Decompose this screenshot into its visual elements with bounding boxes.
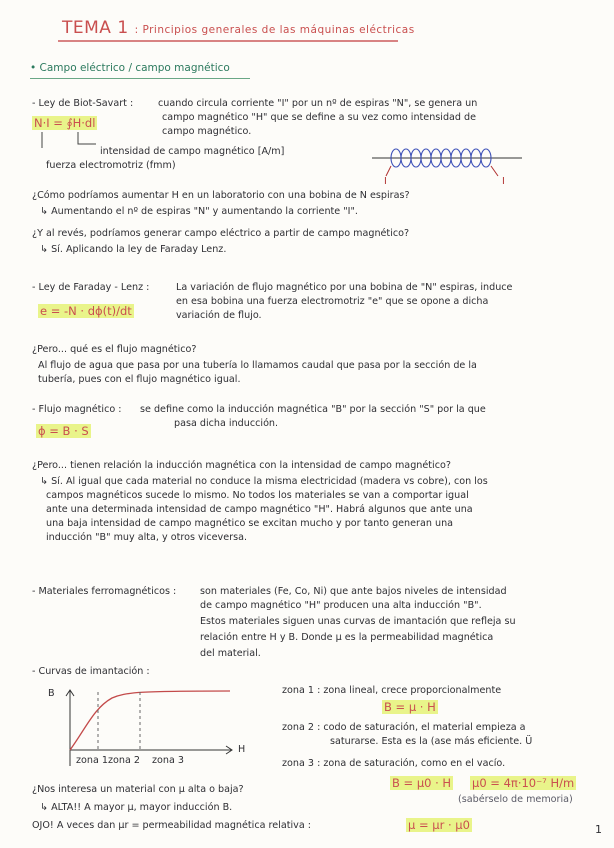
question-1: ¿Cómo podríamos aumentar H en un laboratorio con una bobina de N espiras? bbox=[32, 190, 410, 201]
zona-1-label: zona 1 bbox=[76, 755, 109, 766]
ferro-label: - Materiales ferromagnéticos : bbox=[32, 586, 177, 597]
coil-current-right: I bbox=[502, 176, 505, 187]
ferro-line-2: de campo magnético "H" producen una alta inducción "B". bbox=[200, 600, 482, 611]
coil-diagram bbox=[372, 146, 522, 186]
zona-3-note: (sabérselo de memoria) bbox=[458, 794, 573, 805]
question-3: ¿Pero... qué es el flujo magnético? bbox=[32, 344, 197, 355]
biot-note-2: fuerza electromotriz (fmm) bbox=[46, 160, 176, 171]
ferro-line-1: son materiales (Fe, Co, Ni) que ante bajos niveles de intensidad bbox=[200, 586, 507, 597]
paragraph-3a: Al flujo de agua que pasa por una tubería lo llamamos caudal que pasa por la sección de la bbox=[38, 360, 477, 371]
biot-text-1: cuando circula corriente "I" por un nº de espiras "N", se genera un bbox=[158, 98, 478, 109]
page-title bbox=[62, 18, 415, 38]
ferro-line-3: Estos materiales siguen unas curvas de imantación que refleja su bbox=[200, 616, 516, 627]
section-text: Campo eléctrico / campo magnético bbox=[39, 62, 230, 74]
faraday-text-1: La variación de flujo magnético por una bobina de "N" espiras, induce bbox=[176, 282, 513, 293]
biot-label: - Ley de Biot-Savart : bbox=[32, 98, 134, 109]
zona-3-formula-1-text: B = μ0 · H bbox=[392, 776, 452, 790]
ojo-formula bbox=[406, 818, 472, 832]
zona-3-label: zona 3 bbox=[152, 755, 185, 766]
page-number: 1 bbox=[595, 823, 602, 836]
question-5: ¿Nos interesa un material con μ alta o baja? bbox=[32, 784, 244, 795]
axis-h-label: H bbox=[238, 744, 246, 755]
paragraph-3b: tubería, pues con el flujo magnético igual. bbox=[38, 374, 241, 385]
flujo-formula bbox=[36, 424, 91, 438]
axis-b-label: B bbox=[48, 688, 55, 699]
flujo-text-2: pasa dicha inducción. bbox=[174, 418, 279, 429]
ojo-note: OJO! A veces dan μr = permeabilidad magnética relativa : bbox=[32, 820, 311, 831]
faraday-formula bbox=[38, 304, 134, 318]
zona-2-label: zona 2 bbox=[108, 755, 141, 766]
answer-5: ↳ ALTA!! A mayor μ, mayor inducción B. bbox=[40, 802, 233, 813]
answer-4-line-5: inducción "B" muy alta, y otros viceversa. bbox=[46, 532, 248, 543]
answer-4-line-3: ante una determinada intensidad de campo magnético "H". Habrá algunos que ante una bbox=[46, 504, 473, 515]
title-underline bbox=[58, 40, 398, 42]
answer-2: ↳ Sí. Aplicando la ley de Faraday Lenz. bbox=[40, 244, 227, 255]
flujo-label: - Flujo magnético : bbox=[32, 404, 122, 415]
zona-3-formula-1 bbox=[390, 776, 453, 790]
answer-1: ↳ Aumentando el nº de espiras "N" y aumentando la corriente "I". bbox=[40, 206, 358, 217]
title-sub: : Principios generales de las máquinas eléctricas bbox=[134, 24, 415, 36]
question-4: ¿Pero... tienen relación la inducción magnética con la intensidad de campo magnético? bbox=[32, 460, 451, 471]
biot-text-3: campo magnético. bbox=[162, 126, 252, 137]
curvas-label: - Curvas de imantación : bbox=[32, 666, 150, 677]
ferro-line-4: relación entre H y B. Donde μ es la permeabilidad magnética bbox=[200, 632, 494, 643]
faraday-text-3: variación de flujo. bbox=[176, 310, 262, 321]
title-main: TEMA 1 bbox=[62, 18, 129, 38]
biot-pointer-arrows bbox=[34, 132, 104, 162]
zona-3-text: zona 3 : zona de saturación, como en el vacío. bbox=[282, 758, 506, 769]
biot-note-1: intensidad de campo magnético [A/m] bbox=[100, 146, 285, 157]
faraday-label: - Ley de Faraday - Lenz : bbox=[32, 282, 150, 293]
section-heading: • Campo eléctrico / campo magnético bbox=[30, 62, 230, 74]
flujo-text-1: se define como la inducción magnética "B" por la sección "S" por la que bbox=[140, 404, 486, 415]
biot-formula bbox=[32, 116, 97, 130]
zona-2-text-1: zona 2 : codo de saturación, el material empieza a bbox=[282, 722, 526, 733]
zona-2-text-2: saturarse. Esta es la (ase más eficiente. Ü bbox=[330, 736, 533, 747]
faraday-formula-text: e = -N · dϕ(t)/dt bbox=[40, 304, 132, 318]
zona-1-text: zona 1 : zona lineal, crece proporcionalmente bbox=[282, 685, 502, 696]
answer-4-line-1: ↳ Sí. Al igual que cada material no conduce la misma electricidad (madera vs cobre), con los bbox=[40, 476, 488, 487]
zona-3-formula-2-text: μ0 = 4π·10⁻⁷ H/m bbox=[472, 776, 575, 790]
answer-4-line-2: campos magnéticos sucede lo mismo. No todos los materiales se van a comportar igual bbox=[46, 490, 469, 501]
ojo-formula-text: μ = μr · μ0 bbox=[408, 818, 470, 832]
zona-1-formula-text: B = μ · H bbox=[384, 700, 436, 714]
zona-3-formula-2 bbox=[470, 776, 576, 790]
biot-formula-text: N·I = ∮H·dl bbox=[34, 116, 96, 130]
section-underline bbox=[30, 78, 250, 79]
question-2: ¿Y al revés, podríamos generar campo eléctrico a partir de campo magnético? bbox=[32, 228, 410, 239]
answer-4-line-4: una baja intensidad de campo magnético se excitan mucho y por tanto generan una bbox=[46, 518, 454, 529]
faraday-text-2: en esa bobina una fuerza electromotriz "e" que se opone a dicha bbox=[176, 296, 489, 307]
biot-text-2: campo magnético "H" que se define a su vez como intensidad de bbox=[162, 112, 477, 123]
coil-current-left: I bbox=[384, 176, 387, 187]
ferro-line-5: del material. bbox=[200, 648, 261, 659]
flujo-formula-text: ϕ = B · S bbox=[38, 424, 89, 438]
zona-1-formula bbox=[382, 700, 438, 714]
